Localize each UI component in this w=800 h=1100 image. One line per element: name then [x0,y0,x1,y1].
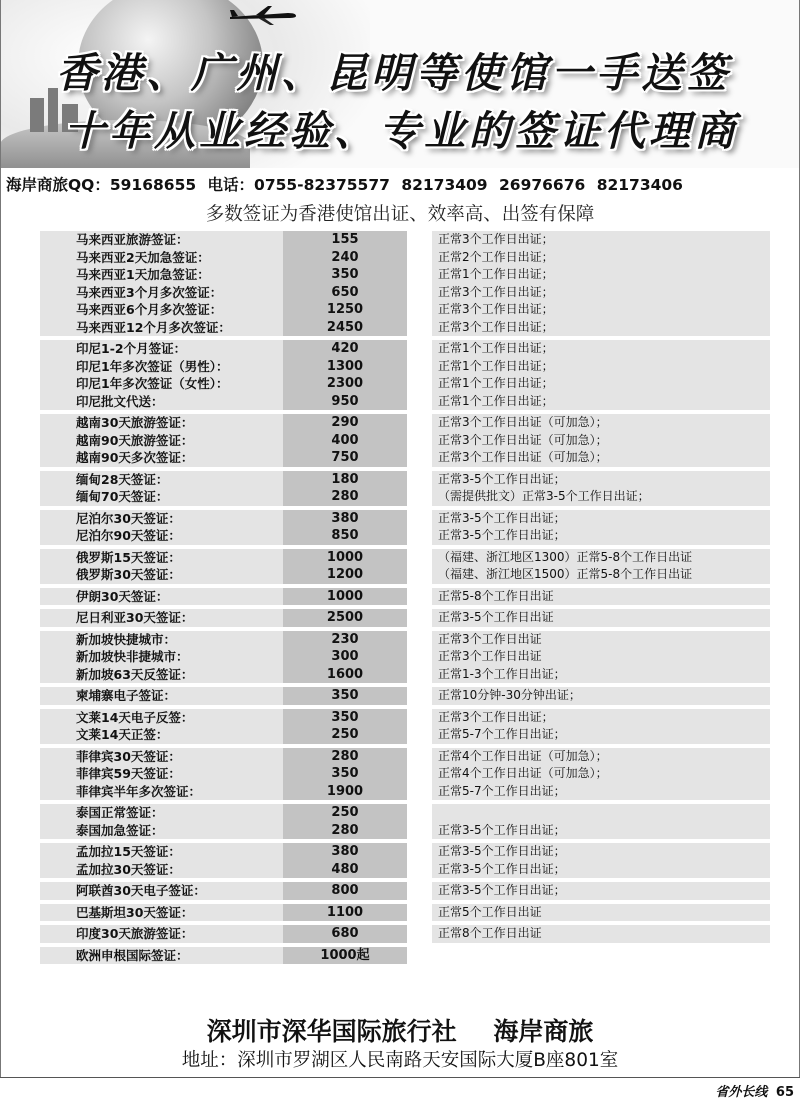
visa-group [40,687,770,705]
visa-processing-note: 正常3个工作日出证（可加急）； [438,450,608,464]
address: 地址：深圳市罗湖区人民南路天安国际大厦B座801室 [181,1050,619,1071]
visa-processing-note: 正常3个工作日出证； [438,284,554,299]
visa-processing-note: 正常3个工作日出证； [438,302,554,316]
column-gap [407,231,432,336]
visa-name: 马来西亚12个月多次签证： [76,319,231,335]
visa-processing-note-column [432,340,770,410]
visa-price: 350 [331,709,359,725]
visa-price-column [283,471,407,506]
visa-processing-note: 正常4个工作日出证（可加急）； [438,766,608,780]
column-gap [407,709,432,744]
visa-processing-note-column [432,414,770,467]
visa-name: 马来西亚6个月多次签证： [76,302,223,317]
visa-name: 马来西亚旅游签证： [76,232,189,247]
visa-name: 泰国加急签证： [76,822,164,838]
visa-price-column [283,748,407,801]
airplane-icon [228,4,298,26]
visa-price: 1000 [326,549,364,565]
column-gap [407,510,432,545]
phone-number: 82173409 [401,176,488,194]
visa-processing-note: 正常3个工作日出证 [438,649,542,663]
visa-name: 越南90天多次签证： [76,450,194,465]
contact-line [6,173,796,195]
visa-name-column [40,843,283,878]
visa-name: 新加坡快非捷城市： [76,649,189,664]
page-number: 65 [775,1085,794,1100]
visa-processing-note-column [432,471,770,506]
visa-price: 800 [331,883,359,898]
visa-processing-note: （福建、浙江地区1300）正常5-8个工作日出证 [438,549,693,564]
visa-name-column [40,804,283,839]
visa-processing-note-column [432,588,770,606]
visa-group [40,925,770,943]
visa-name: 阿联酋30天电子签证： [76,883,206,898]
visa-group [40,843,770,878]
visa-processing-note: 正常3个工作日出证； [438,319,554,334]
visa-processing-note: 正常1个工作日出证； [438,393,554,408]
page-border [0,0,1,1078]
visa-processing-note-column [432,687,770,705]
visa-price-column [283,804,407,839]
column-gap [407,882,432,900]
visa-processing-note: 正常3-5个工作日出证 [438,610,554,624]
visa-processing-note-column [432,510,770,545]
visa-processing-note: 正常3-5个工作日出证； [438,471,566,486]
visa-price: 280 [331,489,359,504]
visa-name: 马来西亚2天加急签证： [76,249,210,265]
visa-name: 尼泊尔30天签证： [76,510,181,526]
visa-name: 印尼批文代送： [76,393,164,409]
visa-processing-note: 正常5-7个工作日出证； [438,727,566,741]
column-gap [407,588,432,606]
column-gap [407,904,432,922]
visa-price: 350 [331,688,359,703]
column-gap [407,947,432,965]
phone-number: 82173406 [596,176,683,194]
visa-price: 380 [331,844,359,859]
visa-group [40,549,770,584]
qq-number: 海岸商旅QQ：59168655 [6,176,197,194]
visa-price-column [283,414,407,467]
visa-name: 伊朗30天签证： [76,588,169,604]
visa-processing-note: （福建、浙江地区1500）正常5-8个工作日出证 [438,567,693,581]
visa-processing-note [438,804,770,822]
visa-name: 尼泊尔90天签证： [76,528,181,543]
visa-group [40,631,770,684]
visa-name-column [40,471,283,506]
visa-price-column [283,609,407,627]
visa-price-column [283,904,407,922]
visa-price-column [283,340,407,410]
visa-name-column [40,904,283,922]
visa-group [40,471,770,506]
visa-price: 250 [331,727,359,742]
visa-processing-note: 正常3-5个工作日出证； [438,844,566,858]
visa-price-column [283,843,407,878]
visa-name: 印度30天旅游签证： [76,926,194,941]
visa-name: 越南30天旅游签证： [76,415,194,430]
visa-price-column [283,631,407,684]
visa-price: 280 [331,822,359,838]
visa-name: 越南90天旅游签证： [76,432,194,448]
visa-price-column [283,709,407,744]
visa-name-column [40,925,283,943]
visa-processing-note-column [432,231,770,336]
visa-processing-note-column [432,709,770,744]
visa-group [40,609,770,627]
column-gap [432,947,770,965]
visa-price: 250 [331,805,359,820]
visa-group [40,231,770,336]
visa-price: 1200 [326,567,364,582]
visa-price: 480 [331,861,359,877]
column-gap [407,631,432,684]
visa-processing-note-column [432,925,770,943]
visa-group [40,709,770,744]
visa-price: 1000 [326,588,364,604]
visa-name-column [40,687,283,705]
visa-processing-note: 正常1个工作日出证； [438,376,554,390]
visa-name: 孟加拉30天签证： [76,861,181,877]
visa-name: 泰国正常签证： [76,805,164,820]
building-image [30,98,44,132]
visa-price: 230 [331,631,359,647]
visa-name-column [40,609,283,627]
visa-name-column [40,549,283,584]
visa-name: 尼日利亚30天签证： [76,610,194,625]
visa-processing-note: 正常3-5个工作日出证； [438,883,566,897]
visa-processing-note-column [432,843,770,878]
subtitle: 多数签证为香港使馆出证、效率高、出签有保障 [205,204,595,225]
visa-price: 1000起 [320,947,370,963]
visa-name: 缅甸70天签证： [76,489,169,504]
visa-processing-note: 正常3个工作日出证（可加急）； [438,432,608,447]
visa-price: 680 [331,926,359,941]
visa-price: 300 [331,649,359,664]
visa-processing-note-column [432,748,770,801]
column-gap [407,414,432,467]
phone-number: 26976676 [499,176,586,194]
visa-price-column [283,925,407,943]
visa-processing-note: 正常3个工作日出证； [438,232,554,246]
visa-name: 文莱14天正签： [76,727,169,742]
visa-group [40,340,770,410]
visa-processing-note: 正常3-5个工作日出证； [438,822,566,837]
visa-price-table [40,231,770,968]
visa-processing-note: 正常3-5个工作日出证； [438,861,566,876]
visa-price-column [283,882,407,900]
visa-processing-note: 正常1个工作日出证； [438,341,554,355]
visa-price-column [283,549,407,584]
visa-processing-note-column [432,549,770,584]
column-gap [407,804,432,839]
visa-processing-note: 正常1-3个工作日出证； [438,666,566,681]
visa-price-column [283,947,407,965]
column-gap [407,843,432,878]
visa-processing-note-column [432,609,770,627]
banner-headline-1: 香港、广州、昆明等使馆一手送签 [56,49,731,97]
visa-processing-note: 正常2个工作日出证； [438,249,554,264]
visa-name: 俄罗斯15天签证： [76,549,181,565]
visa-price: 1900 [326,783,364,799]
visa-name: 新加坡63天反签证： [76,666,194,682]
visa-processing-note: 正常4个工作日出证（可加急）； [438,748,608,763]
visa-processing-note: 正常5-8个工作日出证 [438,588,554,603]
banner-headline-2: 十年从业经验、专业的签证代理商 [64,107,739,155]
visa-price: 400 [331,432,359,448]
visa-processing-note: （需提供批文）正常3-5个工作日出证； [438,489,650,503]
visa-group [40,588,770,606]
visa-name: 印尼1年多次签证（女性）： [76,376,229,391]
visa-price: 290 [331,415,359,430]
visa-price: 2500 [326,610,364,625]
visa-name: 新加坡快捷城市： [76,631,177,647]
visa-processing-note: 正常1个工作日出证； [438,267,554,281]
visa-group [40,804,770,839]
section-name: 省外长线 [715,1085,768,1100]
visa-price: 2450 [326,319,364,335]
visa-group [40,414,770,467]
visa-name-column [40,882,283,900]
column-gap [407,609,432,627]
visa-price: 1250 [326,302,364,317]
visa-processing-note: 正常5个工作日出证 [438,904,542,919]
column-gap [407,925,432,943]
visa-name: 菲律宾30天签证： [76,748,181,764]
visa-price: 350 [331,766,359,781]
phone-number: 电话：0755-82375577 [207,176,390,194]
visa-processing-note-column [432,631,770,684]
visa-price: 180 [331,471,359,487]
visa-price: 155 [331,232,359,247]
visa-name: 菲律宾59天签证： [76,766,181,781]
visa-name-column [40,947,283,965]
visa-name-column [40,631,283,684]
visa-price: 240 [331,249,359,265]
visa-processing-note: 正常10分钟-30分钟出证； [438,688,581,702]
visa-price: 1300 [326,358,364,374]
visa-name-column [40,414,283,467]
visa-processing-note: 正常3-5个工作日出证； [438,528,566,542]
visa-group [40,748,770,801]
page-footer [715,1081,794,1100]
visa-group [40,882,770,900]
visa-price: 350 [331,267,359,282]
visa-price: 420 [331,341,359,356]
visa-name: 俄罗斯30天签证： [76,567,181,582]
visa-name: 巴基斯坦30天签证： [76,904,194,920]
visa-name: 文莱14天电子反签： [76,709,194,725]
agency-name: 深圳市深华国际旅行社 [206,1017,457,1046]
visa-group [40,904,770,922]
visa-name: 柬埔寨电子签证： [76,688,177,703]
visa-processing-note: 正常3个工作日出证； [438,709,554,724]
visa-price: 380 [331,510,359,526]
visa-name: 印尼1-2个月签证： [76,341,187,356]
visa-name-column [40,709,283,744]
column-gap [407,748,432,801]
visa-price: 650 [331,284,359,300]
visa-name: 孟加拉15天签证： [76,844,181,859]
column-gap [407,340,432,410]
visa-price-column [283,231,407,336]
visa-processing-note-column [432,804,770,839]
visa-processing-note-column [432,882,770,900]
visa-name: 缅甸28天签证： [76,471,169,487]
visa-name-column [40,748,283,801]
visa-price: 2300 [326,376,364,391]
visa-price: 280 [331,748,359,764]
header-banner [0,0,800,168]
visa-name: 印尼1年多次签证（男性）： [76,358,229,374]
visa-price: 1100 [326,904,364,920]
agency-line [0,1012,800,1048]
page-divider [0,1077,800,1078]
visa-price-column [283,687,407,705]
column-gap [407,687,432,705]
visa-group [40,510,770,545]
visa-price: 850 [331,528,359,543]
visa-price-column [283,588,407,606]
visa-processing-note: 正常3-5个工作日出证； [438,510,566,525]
visa-processing-note-column [432,904,770,922]
visa-processing-note: 正常8个工作日出证 [438,926,542,940]
visa-name: 马来西亚1天加急签证： [76,267,210,282]
visa-name: 欧洲申根国际签证： [76,947,189,963]
column-gap [407,471,432,506]
visa-processing-note: 正常3个工作日出证 [438,631,542,646]
visa-processing-note: 正常1个工作日出证； [438,358,554,373]
visa-group [40,947,770,965]
visa-name: 马来西亚3个月多次签证： [76,284,223,300]
column-gap [407,549,432,584]
visa-price: 1600 [326,666,364,682]
visa-name: 菲律宾半年多次签证： [76,783,202,799]
brand-name: 海岸商旅 [493,1017,594,1046]
visa-price-column [283,510,407,545]
visa-price: 950 [331,393,359,409]
visa-processing-note: 正常5-7个工作日出证； [438,783,566,798]
visa-price: 750 [331,450,359,465]
visa-name-column [40,231,283,336]
visa-processing-note: 正常3个工作日出证（可加急）； [438,415,608,429]
visa-name-column [40,588,283,606]
visa-name-column [40,340,283,410]
visa-name-column [40,510,283,545]
